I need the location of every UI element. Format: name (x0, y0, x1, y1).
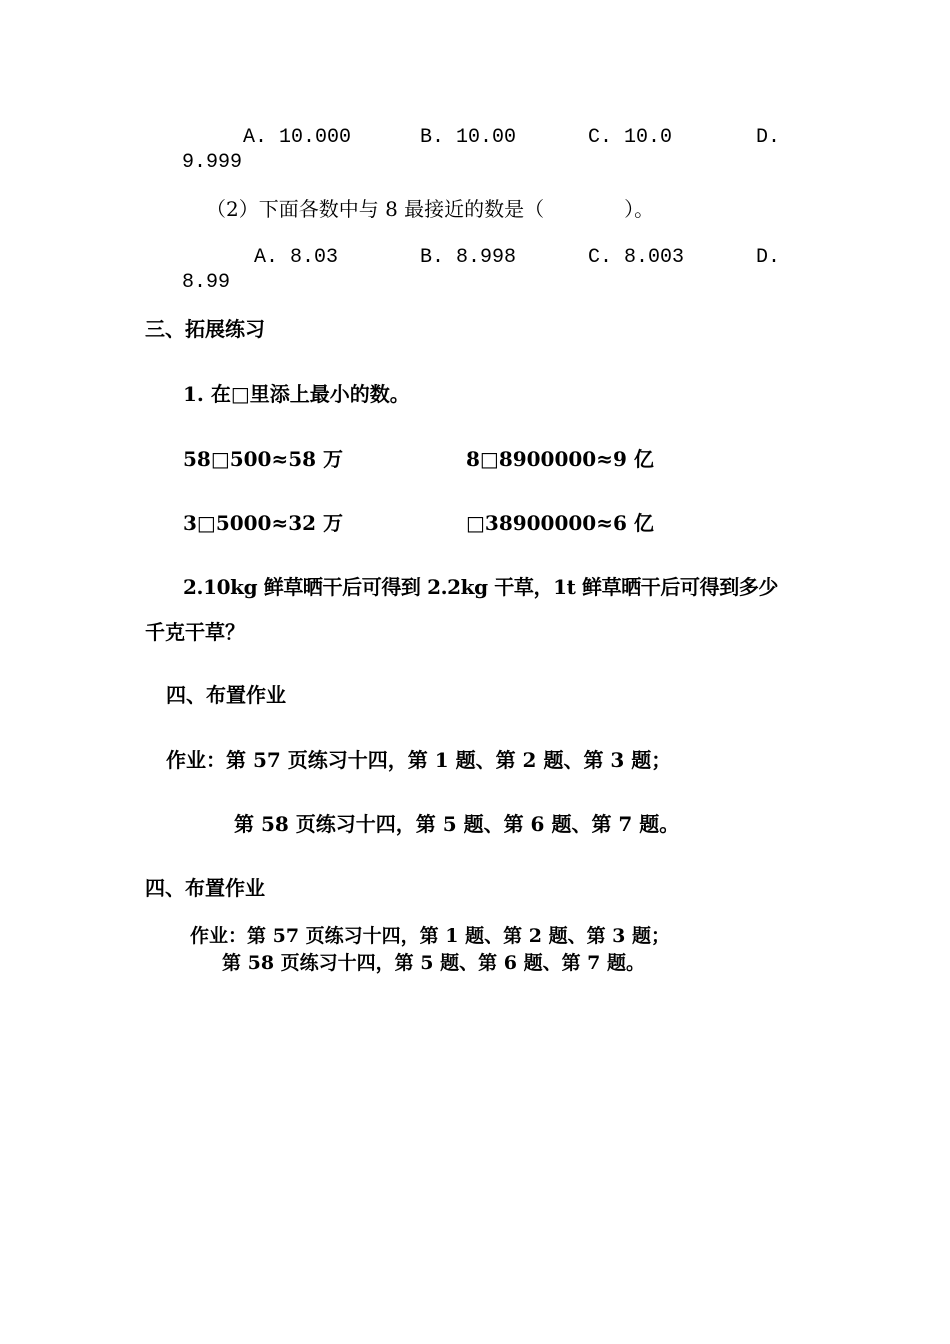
homework-a-line1: 作业：第 57 页练习十四，第 1 题、第 2 题、第 3 题； (166, 748, 672, 772)
q1-option-d-value: 9.999 (182, 151, 243, 174)
homework-a-line2: 第 58 页练习十四，第 5 题、第 6 题、第 7 题。 (234, 812, 680, 836)
section3-row2-right: □38900000≈6 亿 (466, 511, 654, 535)
homework-b-heading: 四、布置作业 (145, 876, 265, 900)
homework-a-heading: 四、布置作业 (166, 683, 286, 707)
section3-row1-right: 8□8900000≈9 亿 (466, 447, 654, 471)
q1-option-b: B. 10.00 (420, 126, 517, 149)
q2-option-d-letter: D. (756, 246, 781, 269)
section3-row1-left: 58□500≈58 万 (183, 447, 344, 471)
section3-heading: 三、拓展练习 (145, 317, 265, 341)
q2-option-c: C. 8.003 (588, 246, 685, 269)
q1-option-d-letter: D. (756, 126, 781, 149)
section3-row2-left: 3□5000≈32 万 (183, 511, 344, 535)
q2-prompt: （2）下面各数中与 8 最接近的数是（ ）。 (206, 197, 655, 221)
homework-b-line2: 第 58 页练习十四，第 5 题、第 6 题、第 7 题。 (222, 952, 646, 974)
q1-option-a: A. 10.000 (243, 126, 352, 149)
q2-option-b: B. 8.998 (420, 246, 517, 269)
q2-option-d-value: 8.99 (182, 271, 231, 294)
section3-item2-line2: 千克干草？ (145, 620, 245, 644)
section3-item1-title: 1. 在□里添上最小的数。 (183, 382, 410, 406)
section3-item2-line1: 2.10kg 鲜草晒干后可得到 2.2kg 干草，1t 鲜草晒干后可得到多少 (183, 575, 778, 599)
q1-option-c: C. 10.0 (588, 126, 673, 149)
q2-option-a: A. 8.03 (254, 246, 339, 269)
homework-b-line1: 作业：第 57 页练习十四，第 1 题、第 2 题、第 3 题； (190, 925, 671, 947)
